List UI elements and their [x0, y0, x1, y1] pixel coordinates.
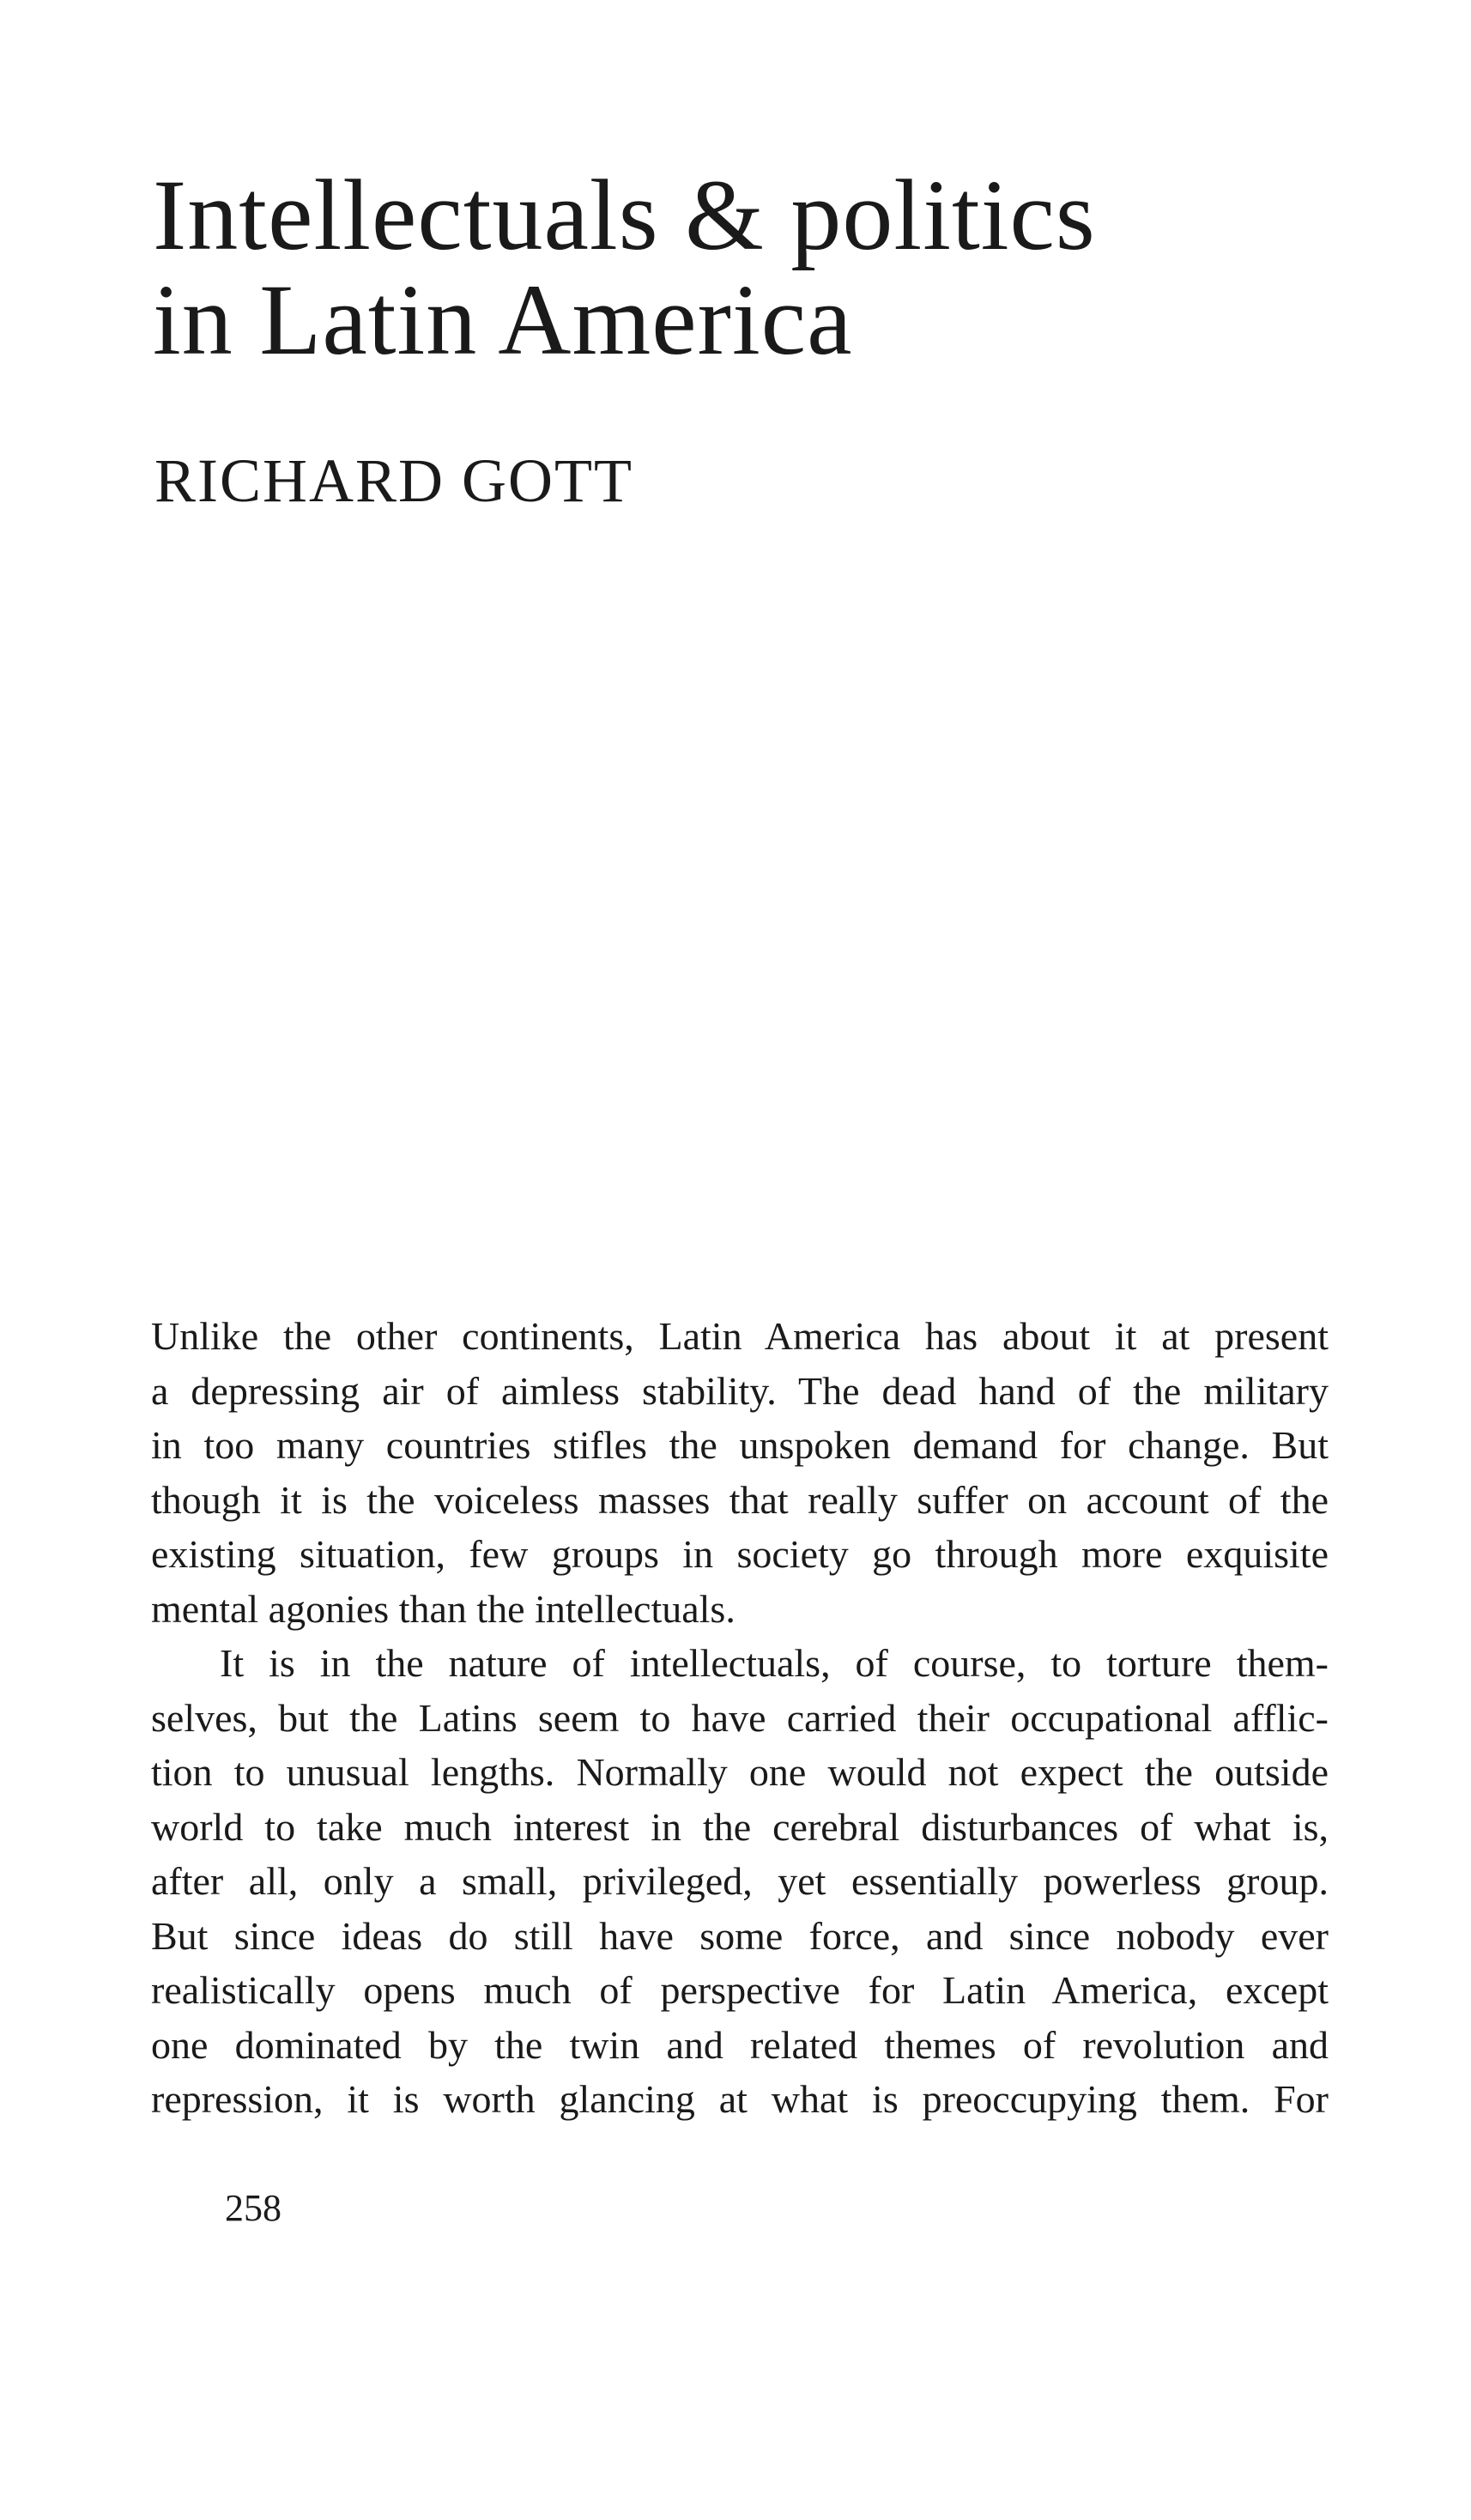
- body-line: existing situation, few groups in society go through more exquisite: [151, 1532, 1329, 1576]
- body-line: realistically opens much of perspective for Latin America, except: [151, 1968, 1329, 2012]
- body-line: after all, only a small, privileged, yet essentially powerless group.: [151, 1859, 1329, 1903]
- article-title: [153, 159, 1096, 376]
- article-author: RICHARD GOTT: [154, 446, 633, 515]
- page-number: 258: [225, 2187, 281, 2229]
- body-line: selves, but the Latins seem to have carried their occupational afflic-: [151, 1695, 1329, 1740]
- article-body: [151, 1309, 1329, 2127]
- body-line: It is in the nature of intellectuals, of course, to torture them-: [220, 1641, 1329, 1685]
- body-line: repression, it is worth glancing at what is preoccupying them. For: [151, 2077, 1329, 2121]
- title-line: in Latin America: [153, 264, 853, 376]
- body-line: tion to unusual lengths. Normally one would not expect the outside: [151, 1750, 1329, 1794]
- body-line: mental agonies than the intellectuals.: [151, 1586, 736, 1631]
- body-line: a depressing air of aimless stability. The dead hand of the military: [151, 1368, 1329, 1413]
- body-line: But since ideas do still have some force, and since nobody ever: [151, 1913, 1329, 1958]
- body-line: Unlike the other continents, Latin America has about it at present: [151, 1314, 1329, 1358]
- body-line: in too many countries stifles the unspoken demand for change. But: [151, 1423, 1329, 1467]
- body-line: though it is the voiceless masses that really suffer on account of the: [151, 1477, 1329, 1522]
- title-line: Intellectuals & politics: [153, 159, 1096, 271]
- body-line: one dominated by the twin and related themes of revolution and: [151, 2022, 1329, 2067]
- body-line: world to take much interest in the cerebral disturbances of what is,: [151, 1804, 1329, 1849]
